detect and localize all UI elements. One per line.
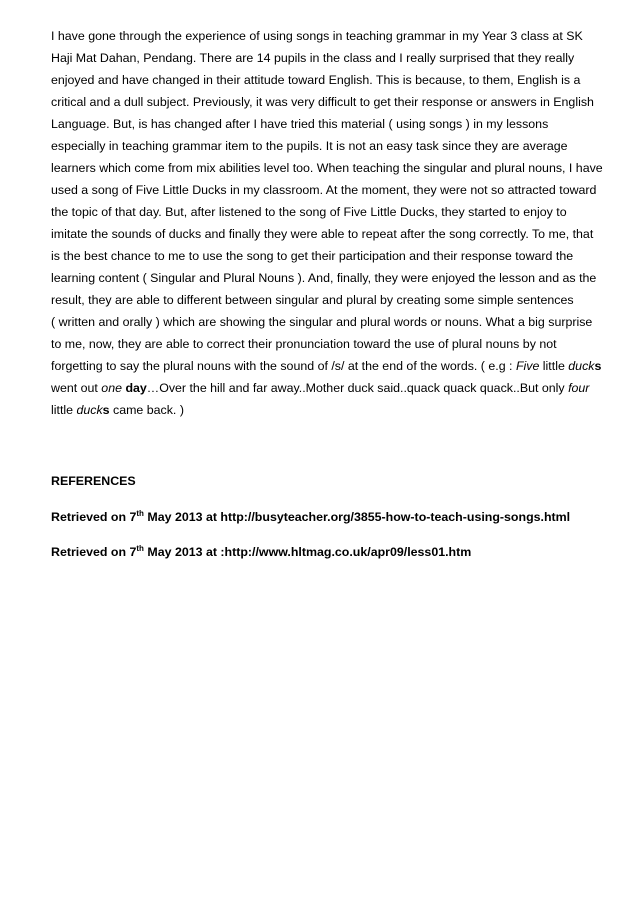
reference-prefix: Retrieved on 7: [51, 510, 137, 524]
reference-suffix: May 2013 at :http://www.hltmag.co.uk/apr09/less01.htm: [143, 545, 472, 559]
paragraph-line-12: learning content ( Singular and Plural Nouns ). And, finally, they were enjoyed the lesson and as the: [51, 271, 597, 285]
body-paragraph: [51, 25, 621, 421]
paragraph-line-5: Language. But, is has changed after I have tried this material ( using songs ) in my lessons: [51, 117, 549, 131]
paragraph-line-6: especially in teaching grammar item to the pupils. It is not an easy task since they are average: [51, 139, 568, 153]
paragraph-line-11: is the best chance to me to use the song to get their participation and their response toward the: [51, 249, 574, 263]
example-italic: Five: [515, 359, 540, 373]
paragraph-line-10: imitate the sounds of ducks and finally they were able to repeat after the song correctly. To me, that: [51, 227, 594, 241]
paragraph-line-14: ( written and orally ) which are showing the singular and plural words or nouns. What a big surprise: [51, 315, 593, 329]
example-text: …Over the hill and far away..Mother duck said..quack quack quack..But only: [146, 381, 569, 395]
reference-item: [51, 508, 570, 526]
example-italic: duck: [568, 359, 595, 373]
paragraph-line-9: the topic of that day. But, after listened to the song of Five Little Ducks, they started to enjoy to: [51, 205, 567, 219]
paragraph-line-1: I have gone through the experience of using songs in teaching grammar in my Year 3 class at SK: [51, 29, 583, 43]
reference-superscript: th: [136, 544, 144, 553]
example-text: came back. ): [109, 403, 184, 417]
reference-item: [51, 543, 471, 561]
reference-suffix: May 2013 at http://busyteacher.org/3855-how-to-teach-using-songs.html: [143, 510, 571, 524]
example-italic: one: [101, 381, 122, 395]
paragraph-line-2: Haji Mat Dahan, Pendang. There are 14 pupils in the class and I really surprised that they really: [51, 51, 575, 65]
example-bold: day: [125, 381, 147, 395]
example-bold: s: [594, 359, 602, 373]
example-bold: s: [102, 403, 110, 417]
example-line-3: [51, 399, 621, 421]
references-heading: REFERENCES: [51, 474, 136, 488]
example-text: went out: [51, 381, 102, 395]
example-line-2: [51, 377, 621, 399]
example-italic: duck: [76, 403, 103, 417]
example-text: forgetting to say the plural nouns with the sound of /s/ at the end of the words. ( e.g :: [51, 359, 516, 373]
paragraph-line-7: learners which come from mix abilities level too. When teaching the singular and plural nouns, I have: [51, 161, 603, 175]
reference-prefix: Retrieved on 7: [51, 545, 137, 559]
paragraph-line-15: to me, now, they are able to correct their pronunciation toward the use of plural nouns by not: [51, 337, 557, 351]
paragraph-line-4: critical and a dull subject. Previously, it was very difficult to get their response or answers in English: [51, 95, 594, 109]
paragraph-line-8: used a song of Five Little Ducks in my classroom. At the moment, they were not so attracted toward: [51, 183, 597, 197]
example-italic: four: [568, 381, 590, 395]
paragraph-line-13: result, they are able to different between singular and plural by creating some simple sentences: [51, 293, 574, 307]
example-text: little: [539, 359, 569, 373]
reference-superscript: th: [136, 509, 144, 518]
paragraph-line-3: enjoyed and have changed in their attitude toward English. This is because, to them, English is a: [51, 73, 581, 87]
example-text: little: [51, 403, 77, 417]
example-line-1: [51, 355, 621, 377]
